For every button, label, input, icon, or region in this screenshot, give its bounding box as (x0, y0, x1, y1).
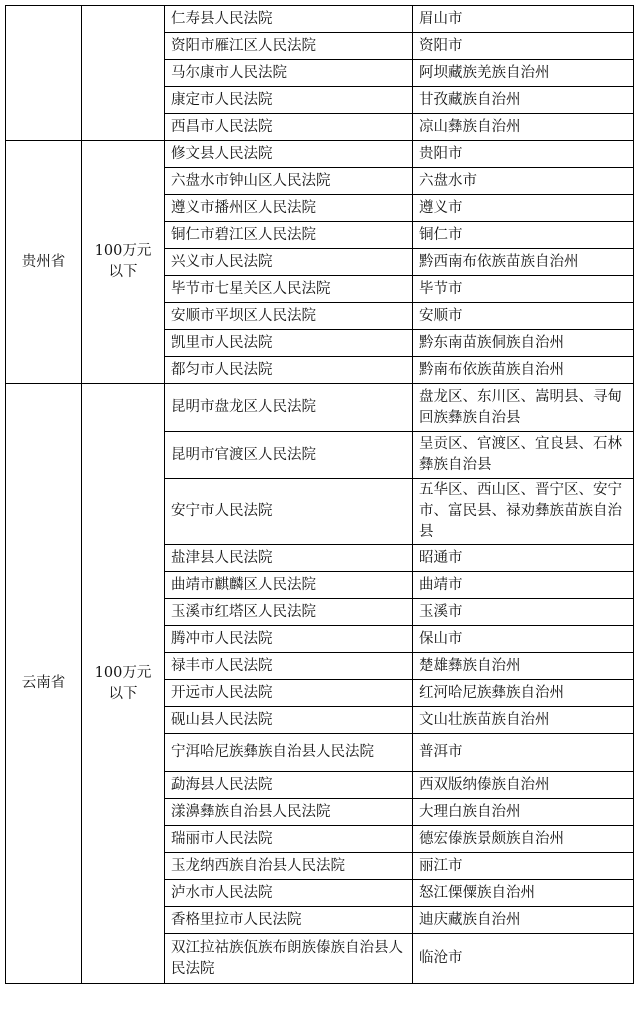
court-name-cell: 香格里拉市人民法院 (165, 907, 413, 934)
jurisdiction-area-cell: 昭通市 (413, 545, 634, 572)
court-name-cell: 玉龙纳西族自治县人民法院 (165, 853, 413, 880)
court-name-cell: 康定市人民法院 (165, 87, 413, 114)
court-name-cell: 宁洱哈尼族彝族自治县人民法院 (165, 734, 413, 772)
amount-cell (82, 6, 165, 141)
court-name-cell: 安宁市人民法院 (165, 479, 413, 545)
court-name-cell: 都匀市人民法院 (165, 357, 413, 384)
jurisdiction-area-cell: 六盘水市 (413, 168, 634, 195)
court-name-cell: 铜仁市碧江区人民法院 (165, 222, 413, 249)
court-name-cell: 曲靖市麒麟区人民法院 (165, 572, 413, 599)
jurisdiction-area-cell: 资阳市 (413, 33, 634, 60)
jurisdiction-area-cell: 德宏傣族景颇族自治州 (413, 826, 634, 853)
jurisdiction-area-cell: 丽江市 (413, 853, 634, 880)
province-cell: 云南省 (6, 384, 82, 984)
jurisdiction-area-cell: 安顺市 (413, 303, 634, 330)
jurisdiction-area-cell: 呈贡区、官渡区、宜良县、石林彝族自治县 (413, 432, 634, 479)
court-name-cell: 马尔康市人民法院 (165, 60, 413, 87)
court-name-cell: 毕节市七星关区人民法院 (165, 276, 413, 303)
court-jurisdiction-table (5, 5, 634, 984)
court-name-cell: 安顺市平坝区人民法院 (165, 303, 413, 330)
jurisdiction-area-cell: 甘孜藏族自治州 (413, 87, 634, 114)
court-name-cell: 泸水市人民法院 (165, 880, 413, 907)
court-name-cell: 玉溪市红塔区人民法院 (165, 599, 413, 626)
table-row (6, 384, 634, 432)
amount-cell: 100万元以下 (82, 384, 165, 984)
jurisdiction-area-cell: 迪庆藏族自治州 (413, 907, 634, 934)
court-name-cell: 双江拉祜族佤族布朗族傣族自治县人民法院 (165, 934, 413, 984)
court-name-cell: 瑞丽市人民法院 (165, 826, 413, 853)
jurisdiction-area-cell: 临沧市 (413, 934, 634, 984)
jurisdiction-area-cell: 盘龙区、东川区、嵩明县、寻甸回族彝族自治县 (413, 384, 634, 432)
jurisdiction-area-cell: 眉山市 (413, 6, 634, 33)
jurisdiction-area-cell: 西双版纳傣族自治州 (413, 772, 634, 799)
court-name-cell: 漾濞彝族自治县人民法院 (165, 799, 413, 826)
court-name-cell: 腾冲市人民法院 (165, 626, 413, 653)
court-name-cell: 勐海县人民法院 (165, 772, 413, 799)
court-name-cell: 昆明市盘龙区人民法院 (165, 384, 413, 432)
jurisdiction-area-cell: 楚雄彝族自治州 (413, 653, 634, 680)
jurisdiction-area-cell: 五华区、西山区、晋宁区、安宁市、富民县、禄劝彝族苗族自治县 (413, 479, 634, 545)
jurisdiction-area-cell: 怒江傈僳族自治州 (413, 880, 634, 907)
jurisdiction-area-cell: 红河哈尼族彝族自治州 (413, 680, 634, 707)
court-name-cell: 仁寿县人民法院 (165, 6, 413, 33)
jurisdiction-area-cell: 黔南布依族苗族自治州 (413, 357, 634, 384)
court-name-cell: 昆明市官渡区人民法院 (165, 432, 413, 479)
jurisdiction-area-cell: 贵阳市 (413, 141, 634, 168)
court-name-cell: 遵义市播州区人民法院 (165, 195, 413, 222)
jurisdiction-area-cell: 曲靖市 (413, 572, 634, 599)
court-name-cell: 西昌市人民法院 (165, 114, 413, 141)
court-name-cell: 资阳市雁江区人民法院 (165, 33, 413, 60)
court-name-cell: 凯里市人民法院 (165, 330, 413, 357)
jurisdiction-area-cell: 毕节市 (413, 276, 634, 303)
court-name-cell: 禄丰市人民法院 (165, 653, 413, 680)
court-name-cell: 开远市人民法院 (165, 680, 413, 707)
table-body (6, 6, 634, 984)
jurisdiction-area-cell: 大理白族自治州 (413, 799, 634, 826)
province-cell (6, 6, 82, 141)
table-row (6, 141, 634, 168)
province-cell: 贵州省 (6, 141, 82, 384)
court-name-cell: 修文县人民法院 (165, 141, 413, 168)
jurisdiction-area-cell: 阿坝藏族羌族自治州 (413, 60, 634, 87)
jurisdiction-area-cell: 黔西南布依族苗族自治州 (413, 249, 634, 276)
court-name-cell: 砚山县人民法院 (165, 707, 413, 734)
jurisdiction-area-cell: 黔东南苗族侗族自治州 (413, 330, 634, 357)
jurisdiction-area-cell: 铜仁市 (413, 222, 634, 249)
court-name-cell: 盐津县人民法院 (165, 545, 413, 572)
jurisdiction-area-cell: 玉溪市 (413, 599, 634, 626)
court-name-cell: 六盘水市钟山区人民法院 (165, 168, 413, 195)
amount-cell: 100万元以下 (82, 141, 165, 384)
jurisdiction-area-cell: 遵义市 (413, 195, 634, 222)
jurisdiction-area-cell: 保山市 (413, 626, 634, 653)
court-name-cell: 兴义市人民法院 (165, 249, 413, 276)
jurisdiction-area-cell: 凉山彝族自治州 (413, 114, 634, 141)
jurisdiction-area-cell: 文山壮族苗族自治州 (413, 707, 634, 734)
table-row (6, 6, 634, 33)
jurisdiction-area-cell: 普洱市 (413, 734, 634, 772)
